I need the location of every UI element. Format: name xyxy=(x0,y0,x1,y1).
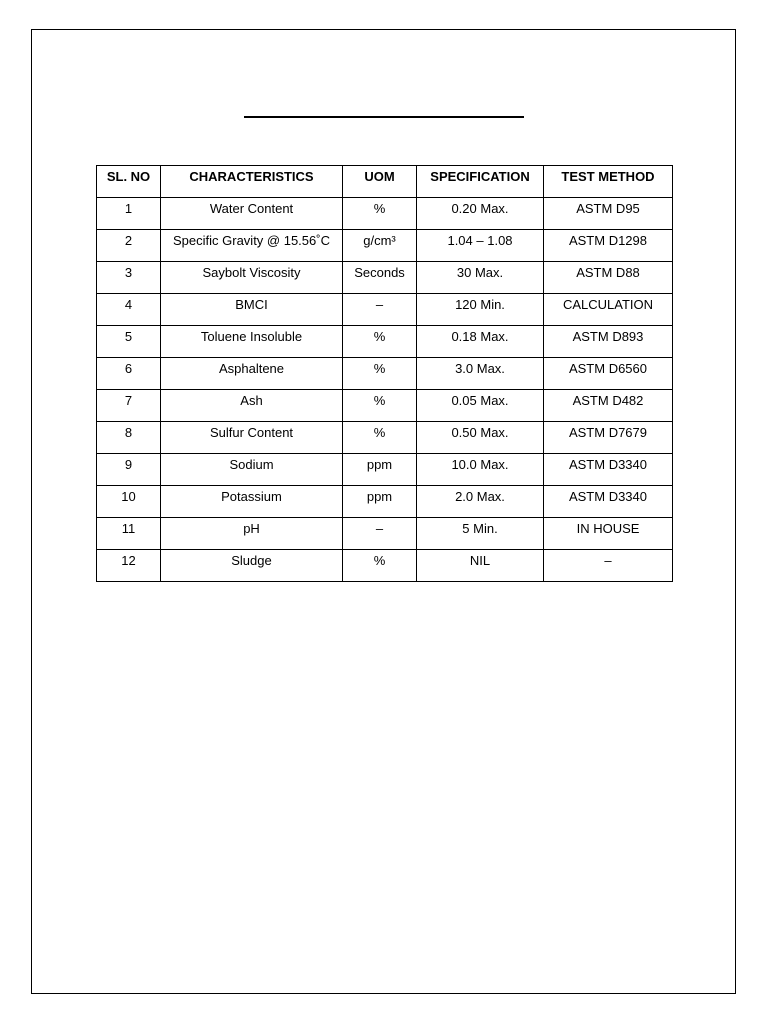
table-row xyxy=(97,550,673,582)
cell-uom: % xyxy=(343,358,417,390)
cell-sl-no: 11 xyxy=(97,518,161,550)
cell-uom: % xyxy=(343,198,417,230)
cell-characteristic: Asphaltene xyxy=(161,358,343,390)
table-row xyxy=(97,198,673,230)
cell-characteristic: Sulfur Content xyxy=(161,422,343,454)
cell-specification: 10.0 Max. xyxy=(417,454,544,486)
table-row xyxy=(97,326,673,358)
cell-specification: 0.18 Max. xyxy=(417,326,544,358)
table-header-row xyxy=(97,166,673,198)
cell-sl-no: 7 xyxy=(97,390,161,422)
cell-specification: 5 Min. xyxy=(417,518,544,550)
cell-sl-no: 6 xyxy=(97,358,161,390)
table-row xyxy=(97,230,673,262)
cell-test-method: ASTM D6560 xyxy=(544,358,673,390)
cell-characteristic: Sludge xyxy=(161,550,343,582)
cell-test-method: ASTM D482 xyxy=(544,390,673,422)
cell-test-method: ASTM D95 xyxy=(544,198,673,230)
cell-characteristic: Sodium xyxy=(161,454,343,486)
table-row xyxy=(97,422,673,454)
cell-sl-no: 10 xyxy=(97,486,161,518)
cell-characteristic: pH xyxy=(161,518,343,550)
cell-uom: – xyxy=(343,294,417,326)
cell-sl-no: 5 xyxy=(97,326,161,358)
cell-test-method: ASTM D893 xyxy=(544,326,673,358)
cell-test-method: ASTM D88 xyxy=(544,262,673,294)
header-test-method: TEST METHOD xyxy=(544,166,673,198)
cell-test-method: ASTM D3340 xyxy=(544,486,673,518)
cell-specification: NIL xyxy=(417,550,544,582)
cell-characteristic: Potassium xyxy=(161,486,343,518)
cell-test-method: ASTM D7679 xyxy=(544,422,673,454)
cell-specification: 1.04 – 1.08 xyxy=(417,230,544,262)
cell-sl-no: 8 xyxy=(97,422,161,454)
cell-specification: 3.0 Max. xyxy=(417,358,544,390)
cell-sl-no: 9 xyxy=(97,454,161,486)
specification-table xyxy=(96,165,673,582)
cell-uom: ppm xyxy=(343,486,417,518)
cell-specification: 0.05 Max. xyxy=(417,390,544,422)
title-underline xyxy=(244,116,524,118)
header-characteristics: CHARACTERISTICS xyxy=(161,166,343,198)
table-row xyxy=(97,294,673,326)
table-row xyxy=(97,358,673,390)
cell-uom: Seconds xyxy=(343,262,417,294)
table-row xyxy=(97,486,673,518)
cell-sl-no: 1 xyxy=(97,198,161,230)
cell-characteristic: Saybolt Viscosity xyxy=(161,262,343,294)
cell-characteristic: Specific Gravity @ 15.56˚C xyxy=(161,230,343,262)
cell-sl-no: 3 xyxy=(97,262,161,294)
cell-specification: 30 Max. xyxy=(417,262,544,294)
cell-uom: – xyxy=(343,518,417,550)
cell-characteristic: BMCI xyxy=(161,294,343,326)
cell-sl-no: 12 xyxy=(97,550,161,582)
cell-sl-no: 2 xyxy=(97,230,161,262)
cell-specification: 120 Min. xyxy=(417,294,544,326)
cell-characteristic: Ash xyxy=(161,390,343,422)
table-row xyxy=(97,390,673,422)
cell-uom: % xyxy=(343,390,417,422)
cell-specification: 0.50 Max. xyxy=(417,422,544,454)
table-body xyxy=(97,198,673,582)
cell-characteristic: Toluene Insoluble xyxy=(161,326,343,358)
cell-characteristic: Water Content xyxy=(161,198,343,230)
header-specification: SPECIFICATION xyxy=(417,166,544,198)
header-sl-no: SL. NO xyxy=(97,166,161,198)
cell-test-method: – xyxy=(544,550,673,582)
cell-uom: g/cm³ xyxy=(343,230,417,262)
cell-test-method: ASTM D1298 xyxy=(544,230,673,262)
table-row xyxy=(97,518,673,550)
header-uom: UOM xyxy=(343,166,417,198)
table-row xyxy=(97,454,673,486)
cell-test-method: ASTM D3340 xyxy=(544,454,673,486)
cell-specification: 0.20 Max. xyxy=(417,198,544,230)
cell-uom: % xyxy=(343,550,417,582)
cell-test-method: IN HOUSE xyxy=(544,518,673,550)
cell-sl-no: 4 xyxy=(97,294,161,326)
cell-uom: ppm xyxy=(343,454,417,486)
cell-test-method: CALCULATION xyxy=(544,294,673,326)
cell-specification: 2.0 Max. xyxy=(417,486,544,518)
table-row xyxy=(97,262,673,294)
cell-uom: % xyxy=(343,326,417,358)
cell-uom: % xyxy=(343,422,417,454)
